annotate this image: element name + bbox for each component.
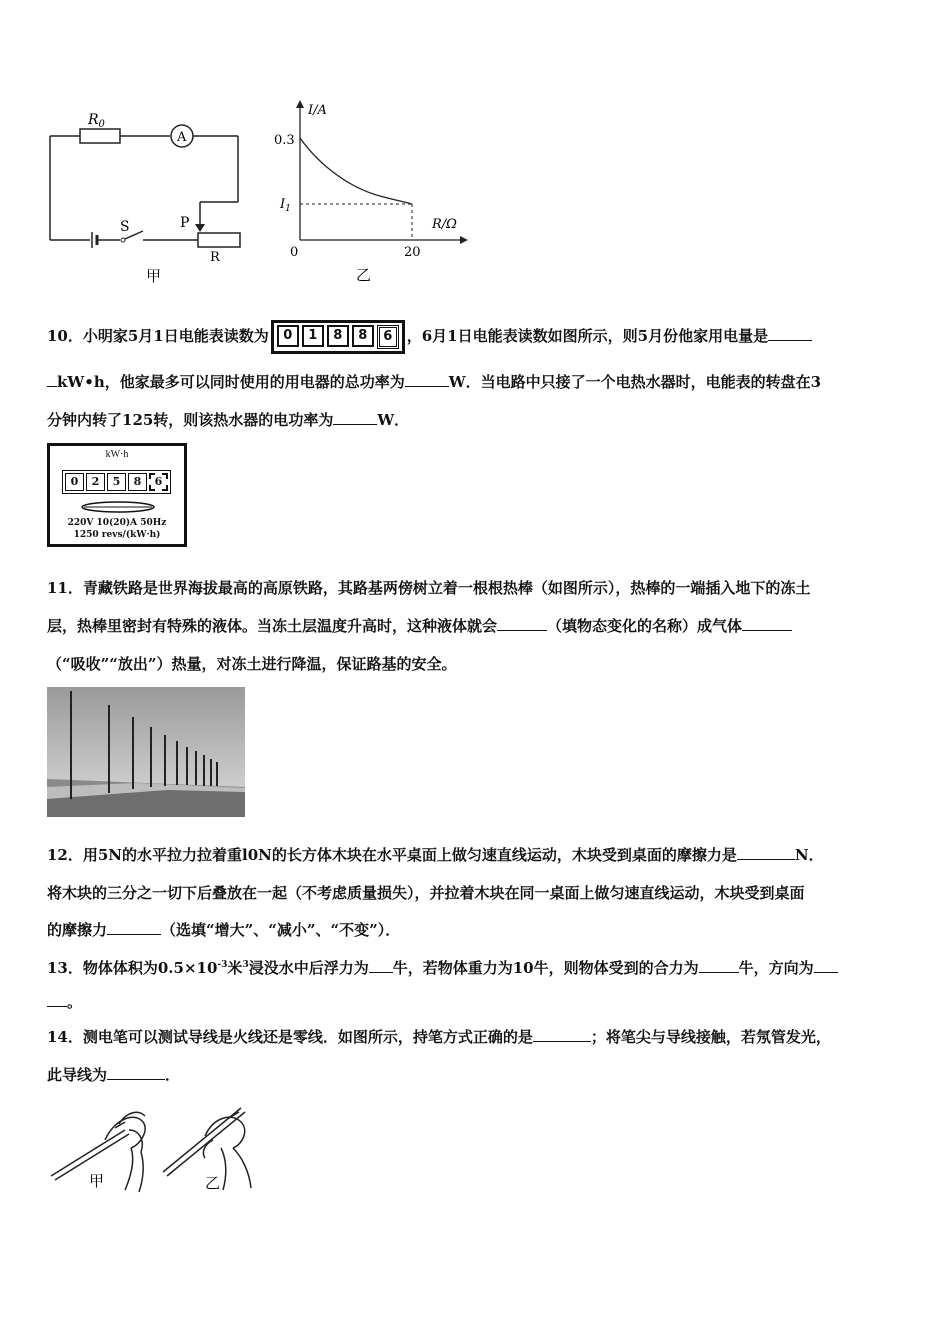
rheostat-label: R — [210, 250, 220, 265]
q12-line-2: 将木块的三分之一切下后叠放在一起（不考虑质量损失），并拉着木块在同一桌面上做匀速直线运动，木块受到桌面 — [47, 884, 805, 902]
q11-line-1: 11．青藏铁路是世界海拔最高的高原铁路，其路基两傍树立着一根根热棒（如图所示），热棒的一端插入地下的冻土 — [47, 579, 811, 597]
meter-unit: kW·h — [105, 449, 129, 460]
curve — [300, 138, 412, 204]
answer-blank[interactable] — [814, 958, 838, 973]
y-axis-label: I/A — [308, 103, 327, 118]
y-tick-i1: $I_1$ — [280, 197, 291, 214]
meter-reading-may: 0 1 8 8 6 — [271, 320, 405, 354]
answer-blank[interactable] — [742, 616, 792, 631]
graph-caption: 乙 — [356, 266, 372, 284]
x-tick-20: 20 — [404, 245, 421, 260]
answer-blank[interactable] — [768, 326, 812, 341]
origin-label: 0 — [290, 245, 299, 260]
answer-blank[interactable] — [47, 992, 67, 1007]
q12-line-1: 12．用5N的水平拉力拉着重l0N的长方体木块在水平桌面上做匀速直线运动，木块受到桌面的摩擦力是 N． — [47, 846, 824, 864]
resistor-r0 — [80, 129, 120, 143]
circuit-diagram — [40, 100, 260, 290]
q13-line-1: 13．物体体积为$0.5\times 10^{-3}$米$^3$浸没水中后浮力为 牛，若物体重力为10牛，则物体受到的合力为 牛，方向为 — [47, 955, 838, 978]
q10-line-2: kW•h，他家最多可以同时使用的用电器的总功率为 W．当电路中只接了一个电热水器时，电能表的转盘在3 — [47, 372, 821, 392]
y-tick-top: 0.3 — [274, 133, 295, 148]
answer-blank[interactable] — [333, 410, 377, 425]
electric-meter — [47, 443, 187, 547]
rheostat — [198, 233, 240, 247]
answer-blank[interactable] — [369, 958, 393, 973]
q13-line-2: 。 — [47, 992, 82, 1012]
pen-a-caption: 甲 — [89, 1172, 105, 1190]
svg-text:A: A — [177, 130, 187, 145]
slider-arrow-icon — [195, 224, 205, 232]
q12-line-3: 的摩擦力 （选填“增大”、“减小”、“不变”）． — [47, 921, 401, 939]
q10-line-3: 分钟内转了125转，则该热水器的电功率为 W． — [47, 411, 410, 429]
pen-b-caption: 乙 — [205, 1174, 221, 1192]
r0-label: $R_0$ — [88, 112, 105, 130]
meter-spec-2: 1250 revs/(kW·h) — [73, 530, 161, 540]
slider-label: P — [180, 215, 190, 231]
answer-blank[interactable] — [47, 372, 57, 387]
circuit-caption: 甲 — [146, 267, 162, 285]
answer-blank[interactable] — [107, 920, 161, 935]
meter-digits: 0 2 5 8 6 — [62, 470, 171, 494]
switch-label: S — [120, 219, 130, 235]
heat-pipe-photo — [47, 687, 245, 817]
q14-line-2: 此导线为 ． — [47, 1066, 181, 1084]
answer-blank[interactable] — [533, 1027, 591, 1042]
test-pen-figure — [45, 1100, 260, 1195]
answer-blank[interactable] — [497, 616, 547, 631]
answer-blank[interactable] — [737, 845, 795, 860]
meter-spec-1: 220V 10(20)A 50Hz — [67, 518, 167, 528]
q11-line-3: （“吸收”“放出”）热量，对冻土进行降温，保证路基的安全。 — [47, 655, 457, 673]
q14-line-1: 14．测电笔可以测试导线是火线还是零线．如图所示，持笔方式正确的是 ；将笔尖与导线接触，若氖管发光， — [47, 1028, 831, 1046]
answer-blank[interactable] — [107, 1065, 165, 1080]
answer-blank[interactable] — [699, 958, 739, 973]
x-axis-label: R/Ω — [432, 217, 457, 232]
meter-disc-icon — [80, 500, 156, 514]
q11-line-2: 层，热棒里密封有特殊的液体。当冻土层温度升高时，这种液体就会 （填物态变化的名称）成气体 — [47, 616, 792, 636]
answer-blank[interactable] — [405, 372, 449, 387]
current-resistance-graph — [270, 96, 470, 291]
q10-line-1: 10．小明家5月1日电能表读数为 0 1 8 8 6 ，6月1日电能表读数如图所示，则5月份他家用电量是 — [47, 320, 812, 354]
